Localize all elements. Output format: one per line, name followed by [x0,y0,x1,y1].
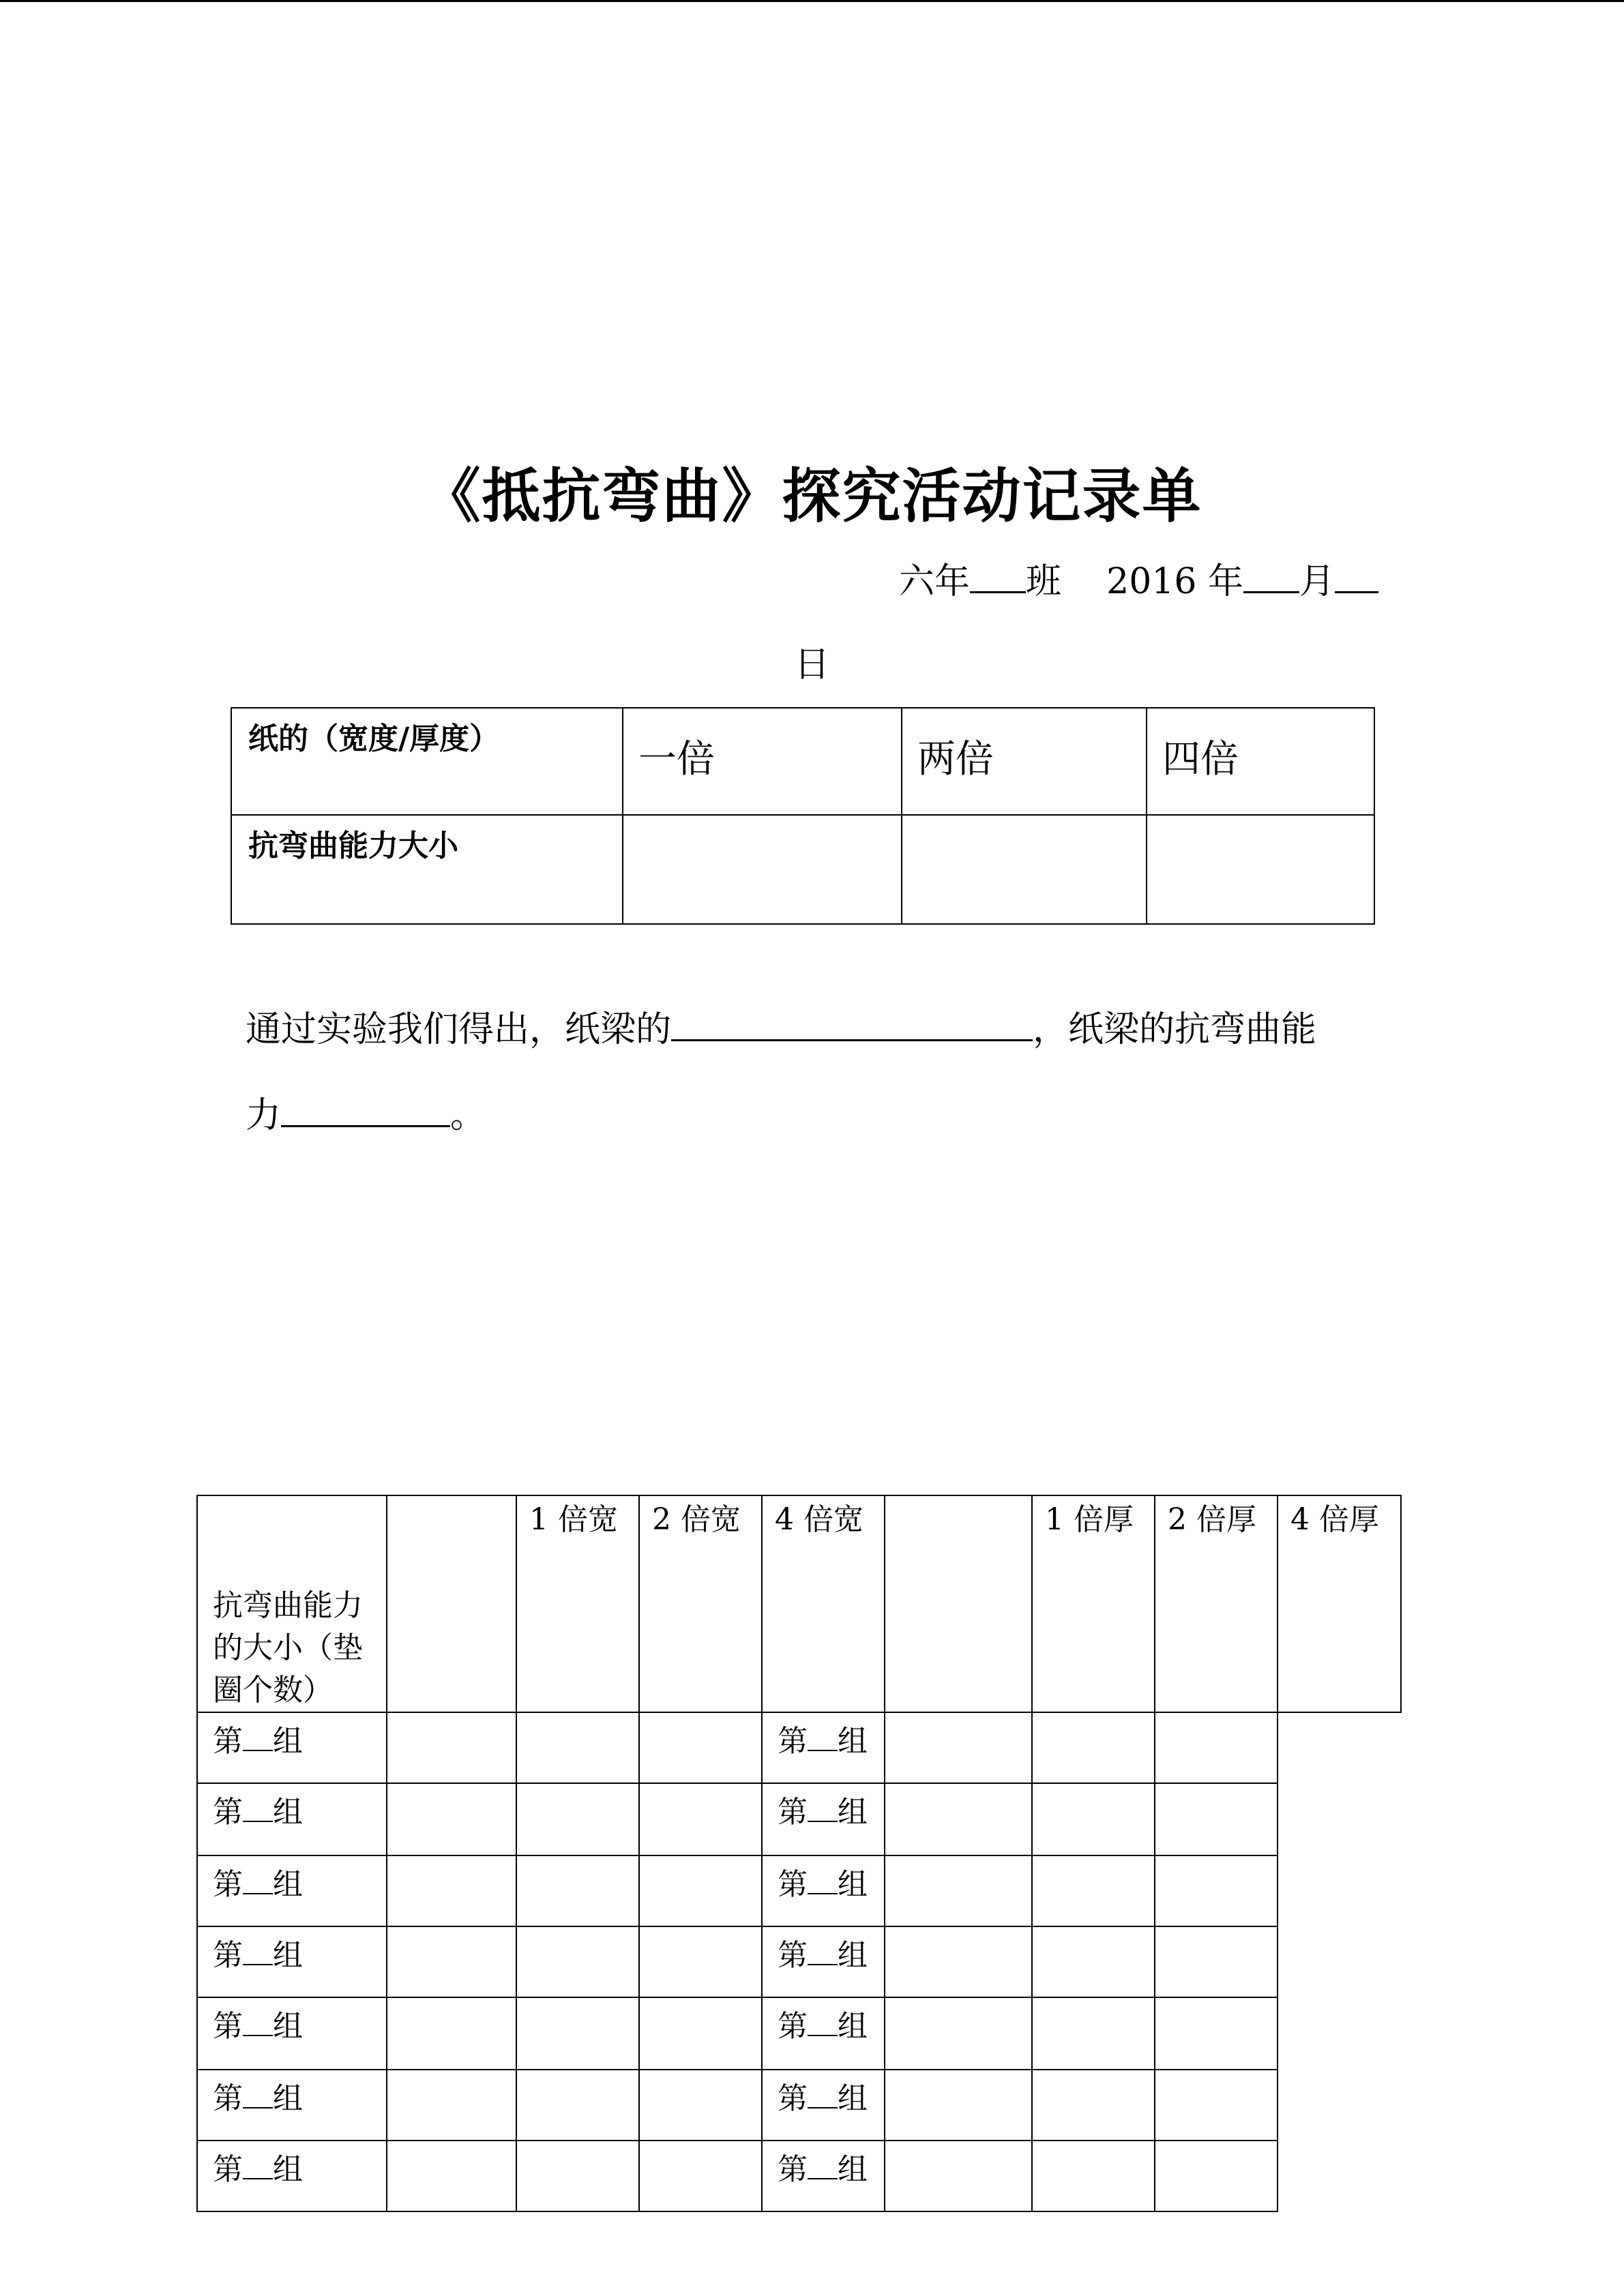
group-number-blank[interactable] [808,1720,838,1751]
thickness-group-label [762,1926,885,1997]
result-cell[interactable] [516,1712,639,1783]
result-cell[interactable] [516,2070,639,2141]
conclusion-text-4: 。 [450,1095,486,1136]
group-number-blank[interactable] [243,1720,273,1751]
group-prefix: 第 [778,2152,808,2187]
result-cell[interactable] [516,1783,639,1855]
col-four-times: 四倍 [1147,708,1374,815]
group-number-blank[interactable] [243,2077,273,2108]
result-cell[interactable] [387,1997,516,2070]
result-cell[interactable] [885,1855,1032,1926]
conclusion-line-1 [246,1004,1378,1054]
day-blank[interactable] [1335,556,1378,593]
table-row [197,2070,1401,2141]
class-label: 班 [1025,561,1061,602]
result-cell[interactable] [639,1997,762,2070]
dateline [899,556,1378,606]
result-cell[interactable] [516,1926,639,1997]
conclusion-blank-2[interactable] [281,1090,450,1127]
width-group-label [197,1997,387,2070]
header-2x-width: 2 倍宽 [639,1495,762,1712]
header-1x-width: 1 倍宽 [516,1495,639,1712]
width-group-label [197,2141,387,2211]
width-group-label [197,1783,387,1855]
group-suffix: 组 [273,2081,303,2116]
thickness-group-label [762,1997,885,2070]
group-number-blank[interactable] [808,1791,838,1822]
result-cell[interactable] [387,1783,516,1855]
result-cell[interactable] [639,1712,762,1783]
result-cell[interactable] [639,1855,762,1926]
result-cell[interactable] [885,2141,1032,2211]
group-number-blank[interactable] [808,2077,838,2108]
header-4x-thickness: 4 倍厚 [1278,1495,1401,1712]
group-prefix: 第 [778,2081,808,2116]
top-border [0,0,1624,2]
page-title: 《抵抗弯曲》探究活动记录单 [422,462,1202,531]
group-prefix: 第 [778,2009,808,2044]
result-cell[interactable] [1155,1926,1278,1997]
group-number-blank[interactable] [243,2148,273,2179]
result-cell[interactable] [1155,1997,1278,2070]
group-prefix: 第 [213,1867,243,1902]
result-cell[interactable] [1155,2141,1278,2211]
result-cell[interactable] [1155,1855,1278,1926]
bending-ability-label: 抗弯曲能力大小 [231,815,623,924]
result-cell[interactable] [1032,2141,1155,2211]
group-suffix: 组 [838,2081,868,2116]
result-cell[interactable] [639,2141,762,2211]
result-cell[interactable] [1032,1712,1155,1783]
table-row [197,1997,1401,2070]
group-suffix: 组 [273,2152,303,2187]
side-label [197,1495,387,1712]
result-cell[interactable] [1032,1997,1155,2070]
result-cell[interactable] [885,1712,1032,1783]
empty-header-cell [885,1495,1032,1712]
group-number-blank[interactable] [808,1934,838,1965]
thickness-group-label [762,2070,885,2141]
group-prefix: 第 [213,1724,243,1759]
group-prefix: 第 [213,1795,243,1830]
group-suffix: 组 [273,1724,303,1759]
thickness-group-label [762,1855,885,1926]
group-suffix: 组 [273,2009,303,2044]
conclusion-text-3: 力 [246,1095,282,1136]
result-cell[interactable] [1155,1783,1278,1855]
group-suffix: 组 [838,1938,868,1973]
header-2x-thickness: 2 倍厚 [1155,1495,1278,1712]
group-results-table [196,1495,1402,2212]
result-cell-four[interactable] [1147,815,1374,924]
result-cell[interactable] [387,2070,516,2141]
result-cell[interactable] [1032,1926,1155,1997]
table-row [197,1712,1401,1783]
group-number-blank[interactable] [243,1791,273,1822]
result-cell[interactable] [387,1926,516,1997]
result-cell[interactable] [639,2070,762,2141]
result-cell[interactable] [516,1855,639,1926]
result-cell[interactable] [1032,2070,1155,2141]
group-number-blank[interactable] [808,2005,838,2036]
empty-header-cell [387,1495,516,1712]
class-blank[interactable] [970,556,1026,593]
group-prefix: 第 [213,2009,243,2044]
conclusion-text-2: ，纸梁的抗弯曲能 [1033,1009,1317,1050]
result-cell[interactable] [1155,1712,1278,1783]
table-row [231,708,1374,815]
result-cell[interactable] [1032,1855,1155,1926]
group-suffix: 组 [838,1795,868,1830]
conclusion-line-2 [246,1090,1378,1139]
group-suffix: 组 [838,1867,868,1902]
table-row [197,1855,1401,1926]
thickness-group-label [762,2141,885,2211]
month-blank[interactable] [1243,556,1299,593]
col-two-times: 两倍 [902,708,1147,815]
group-suffix: 组 [273,1938,303,1973]
group-number-blank[interactable] [808,2148,838,2179]
group-suffix: 组 [273,1867,303,1902]
group-prefix: 第 [778,1724,808,1759]
result-cell-two[interactable] [902,815,1147,924]
width-group-label [197,1855,387,1926]
group-number-blank[interactable] [808,1863,838,1894]
width-group-label [197,1926,387,1997]
paper-size-label: 纸的（宽度/厚度） [231,708,623,815]
header-4x-width: 4 倍宽 [762,1495,885,1712]
group-suffix: 组 [273,1795,303,1830]
table-row [197,1926,1401,1997]
table-header-row [197,1495,1401,1712]
result-cell[interactable] [885,1997,1032,2070]
result-cell[interactable] [639,1783,762,1855]
table-row [231,815,1374,924]
conclusion-blank-1[interactable] [671,1004,1033,1041]
group-number-blank[interactable] [243,2005,273,2036]
table-row [197,2141,1401,2211]
group-prefix: 第 [213,2081,243,2116]
year-label: 2016 年 [1106,561,1243,602]
result-cell[interactable] [387,1855,516,1926]
group-suffix: 组 [838,2152,868,2187]
result-cell[interactable] [387,2141,516,2211]
month-label: 月 [1299,561,1335,602]
result-cell-one[interactable] [623,815,902,924]
side-label-text: 抗弯曲能力的大小（垫圈个数） [213,1588,363,1708]
result-cell[interactable] [516,2141,639,2211]
result-cell[interactable] [516,1997,639,2070]
header-1x-thickness: 1 倍厚 [1032,1495,1155,1712]
group-prefix: 第 [213,1938,243,1973]
grade-label: 六年 [898,561,970,602]
group-number-blank[interactable] [243,1934,273,1965]
thickness-group-label [762,1783,885,1855]
result-cell[interactable] [1032,1783,1155,1855]
day-label: 日 [794,644,830,685]
result-cell[interactable] [885,1783,1032,1855]
result-cell[interactable] [885,1926,1032,1997]
result-cell[interactable] [885,2070,1032,2141]
width-group-label [197,2070,387,2141]
width-group-label [197,1712,387,1783]
table-row [197,1783,1401,1855]
width-thickness-table [231,707,1375,925]
result-cell[interactable] [387,1712,516,1783]
conclusion-text-1: 通过实验我们得出，纸梁的 [246,1009,672,1050]
group-prefix: 第 [213,2152,243,2187]
group-prefix: 第 [778,1938,808,1973]
group-suffix: 组 [838,1724,868,1759]
thickness-group-label [762,1712,885,1783]
group-suffix: 组 [838,2009,868,2044]
result-cell[interactable] [639,1926,762,1997]
group-prefix: 第 [778,1867,808,1902]
col-one-times: 一倍 [623,708,902,815]
group-number-blank[interactable] [243,1863,273,1894]
result-cell[interactable] [1155,2070,1278,2141]
group-prefix: 第 [778,1795,808,1830]
